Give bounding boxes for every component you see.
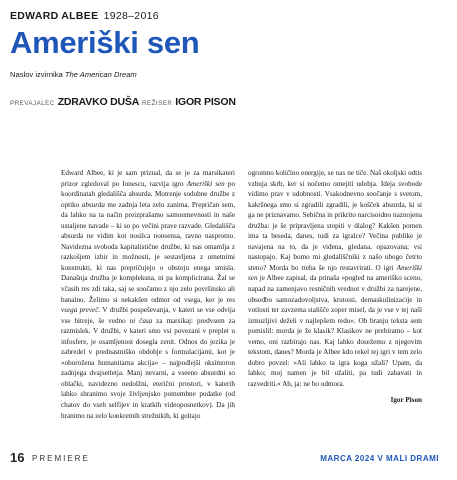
text-run: je Albee zapisal, da prinaša »pogled na ameriško sceno, napad na zamenjavo resničnih vrednot v družbi za narejene, obsodbo samozadovoljstva, krutosti, demaskulinizacije in votlosti ter zavzema stališče zoper misel, da je vse v tej naši izmuzljivi deželi v najlepšem redu«. Ob branju teksta sem pomislil: morda je že klasik? Klasikov ne prebiramo – kot vemo, oni razbirajo nas. Kaj lahko dosežemo z njegovim tekstom, danes? Morda je Albee kdo rekel tej igri v tem zelo dobro povzel: »Ali lahko ta igra koga užali? Upam, da lahko; moj namen je bil užaliti, pa tudi zabavati in razvedriti.« Ah, ja: ne bo odmora. xyxy=(248,274,422,388)
magazine-name: PREMIERE xyxy=(32,454,90,463)
column-left xyxy=(61,168,235,421)
text-run: po koordinatah gledališča absurda. Motrenje sodobne družbe z optiko xyxy=(61,179,236,209)
text-run: me zadnja leta zelo zanima. Prepričan sem, da lahko na ta način preizprašamo samoumevnosti in naše ustaljene navade – ki so po večini prave razvade. Gledališča absurda ne vidim kot nosilca nonsensa, ravno nasprotno. Navidezna svoboda kapitalistične družbe, ki nas omamlja z razkošjem izbir in možnosti, je sestavljena z umetnimi konstrukti, ki nas prepričujejo o obstoju enega smisla. Današnja družba je kompleksna, ni pa komplicirana. Žal se včasih res zdi taka, saj se soočamo z njo zelo površinsko ali banalno. Želimo si nekakšen odmor od vsega, ker je res xyxy=(61,200,235,304)
page-title: Ameriški sen xyxy=(10,25,200,60)
page-footer xyxy=(10,450,447,470)
page-number: 16 xyxy=(10,450,25,465)
translator-name: ZDRAVKO DUŠA xyxy=(57,96,140,108)
translator-role: PREVAJALEC xyxy=(10,100,55,107)
column-right xyxy=(248,168,422,421)
author-name: EDWARD ALBEE xyxy=(10,10,99,22)
italic-run: Ameriški sen xyxy=(186,179,225,188)
original-title-prefix: Naslov izvirnika xyxy=(10,70,65,79)
issue-info: MARCA 2024 V MALI DRAMI xyxy=(320,454,439,463)
director-name: IGOR PISON xyxy=(175,96,236,108)
credits-line xyxy=(10,96,447,108)
article-header xyxy=(10,10,447,108)
text-run: ogromno količino energije, se nas ne tiče. Naš okoljski odtis vzbuja skrb, ker si nočemo omejiti udobja. Ideja svobode vidimo prav v udobnosti. Vsakodnevno soočanje s svetom, kakršnega smo si zgradili zgradili, je košček absurda, ki si ga ne priznavamo. Sebična in prikrito narcisoidno naznojena družba: je še pripravljena stopiti v dialog? Kakšen pomen ima ta beseda, danes, tudi za igralce? Večina publike je navajena na to, da je videna, gledana, opazovana; vsi nastopajo. Kaj bomo mi gledališčniki z našo ubogo četrto steno? Morda bo treba še njo restavrirati. O igri xyxy=(248,169,422,272)
original-title: The American Dream xyxy=(64,70,137,79)
italic-run: absurda xyxy=(81,200,105,209)
text-run: . V družbi pospeševanja, v kateri se vse odvija vse hitreje, še vedno xyxy=(61,306,235,325)
original-title-line xyxy=(10,70,447,79)
italic-run: ni časa xyxy=(129,316,153,325)
text-run: za marsikaj: predvsem za razmislek. V družbi, v kateri smo vsi povezani v preplet u infosfere, je osamljenost dosegla zenit. Odnos do jezika je zabredel v prednastniško obdobje s formulacijami, kot je »oborožena humanitarna akcija« – najpodlejši oksimoron zadnjega dvajsetletja. Manj nevarni, a vseeno absurdni so oblački, navidezno nedolžni, eterični prostori, v katerih lahko shranimo svoje življenjsko pomembne podatke (od chatov do vseh selfijev in kratkih videoposnetkov). Da jih hranimo na zelo konkretnih strežnikih, ki goltajo xyxy=(61,316,235,420)
author-line xyxy=(10,10,447,22)
paragraph-left xyxy=(61,168,235,421)
director-role: REŽISER xyxy=(142,100,173,107)
author-years: 1928–2016 xyxy=(103,10,159,22)
text-run: Edward Albee, ki je sam priznal, da se je za marsikateri prizor zgledoval po Ionescu, razvija igro xyxy=(61,169,235,188)
author-signature: Igor Pison xyxy=(390,396,422,405)
paragraph-right xyxy=(248,168,422,389)
article-body xyxy=(61,168,422,421)
italic-run: Ameriški sen xyxy=(248,263,422,283)
italic-run: vsega preveč xyxy=(61,306,99,315)
